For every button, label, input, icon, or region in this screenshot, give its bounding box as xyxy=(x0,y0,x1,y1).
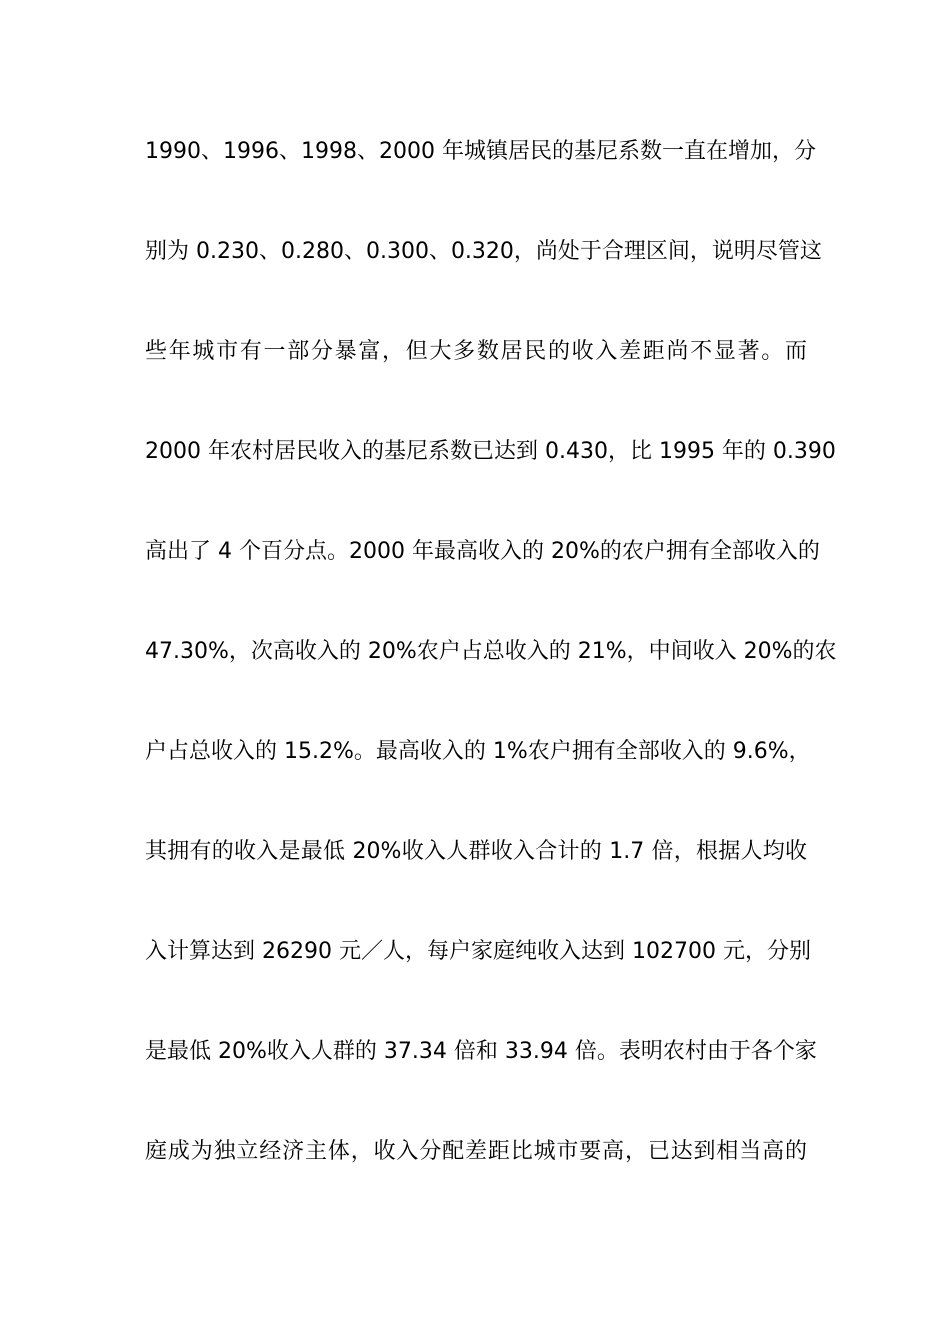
text-line-10: 是最低 20%收入人群的 37.34 倍和 33.94 倍。表明农村由于各个家 xyxy=(145,1039,817,1064)
text-line-11: 庭成为独立经济主体，收入分配差距比城市要高，已达到相当高的 xyxy=(145,1139,807,1164)
text-line-7: 户占总收入的 15.2%。最高收入的 1%农户拥有全部收入的 9.6%， xyxy=(145,739,811,764)
text-line-5: 高出了 4 个百分点。2000 年最高收入的 20%的农户拥有全部收入的 xyxy=(145,539,820,564)
text-line-9: 入计算达到 26290 元／人，每户家庭纯收入达到 102700 元，分别 xyxy=(145,939,811,964)
text-line-2: 别为 0.230、0.280、0.300、0.320，尚处于合理区间，说明尽管这 xyxy=(145,239,822,264)
text-line-8: 其拥有的收入是最低 20%收入人群收入合计的 1.7 倍，根据人均收 xyxy=(145,839,807,864)
text-line-4: 2000 年农村居民收入的基尼系数已达到 0.430，比 1995 年的 0.390 xyxy=(145,439,836,464)
text-line-3: 些年城市有一部分暴富，但大多数居民的收入差距尚不显著。而 xyxy=(145,339,807,364)
text-line-6: 47.30%，次高收入的 20%农户占总收入的 21%，中间收入 20%的农 xyxy=(145,639,837,664)
body-paragraph xyxy=(145,134,837,1234)
text-line-1: 1990、1996、1998、2000 年城镇居民的基尼系数一直在增加，分 xyxy=(145,139,816,164)
